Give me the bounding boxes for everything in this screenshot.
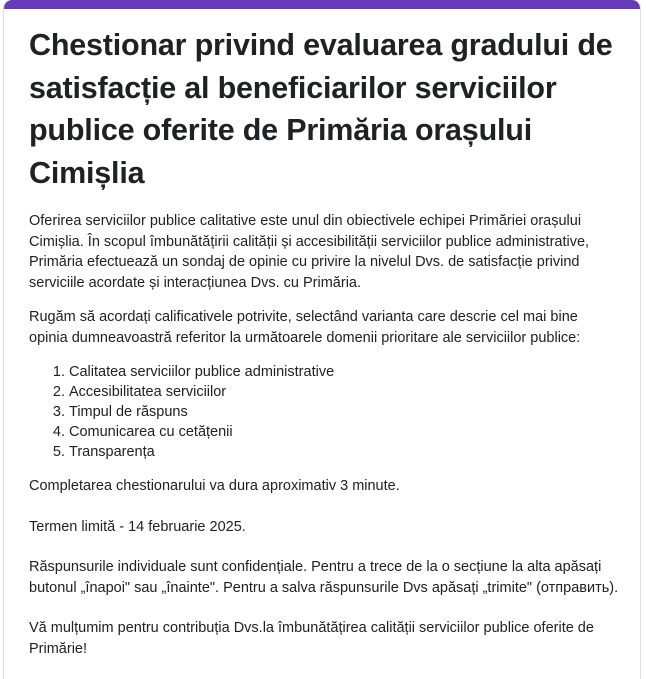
form-header-content: [29, 24, 619, 659]
confidentiality-text: Răspunsurile individuale sunt confidențiale. Pentru a trece de la o secțiune la alta apăsați butonul „înapoi" sau „înainte". Pentru a salva răspunsurile Dvs apăsați „trimite" (отправить).: [29, 559, 619, 596]
list-item: 3. Timpul de răspuns: [69, 402, 619, 422]
thanks-text: Vă mulțumim pentru contribuția Dvs.la îmbunătățirea calității serviciilor publice oferite de Primărie!: [29, 620, 594, 657]
form-title: Chestionar privind evaluarea gradului de satisfacție al beneficiarilor serviciilor publice oferite de Primăria orașului Cimișlia: [29, 28, 613, 190]
form-description: [29, 211, 619, 659]
list-item: 1. Calitatea serviciilor publice administrative: [69, 362, 619, 382]
form-header-card: [3, 0, 641, 679]
priority-domains-list: [29, 362, 619, 462]
list-item: 4. Comunicarea cu cetățenii: [69, 422, 619, 442]
list-item: 5. Transparența: [69, 442, 619, 462]
request-paragraph: Rugăm să acordați calificativele potrivite, selectând varianta care descrie cel mai bine opinia dumneavoastră referitor la următoarele domenii prioritare ale serviciilor publice:: [29, 309, 581, 346]
duration-text: Completarea chestionarului va dura aproximativ 3 minute.: [29, 478, 400, 494]
deadline-text: Termen limită - 14 februarie 2025.: [29, 518, 246, 535]
intro-paragraph: Oferirea serviciilor publice calitative este unul din obiectivele echipei Primăriei orașului Cimișlia. În scopul îmbunătățirii calității și accesibilității serviciilor publice administrative, Primăria efectuează un sondaj de opinie cu privire la nivelul Dvs. de satisfacție privind serviciile acordate și interacțiunea Dvs. cu Primăria.: [29, 213, 590, 291]
list-item: 2. Accesibilitatea serviciilor: [69, 382, 619, 402]
accent-bar: [4, 0, 640, 9]
